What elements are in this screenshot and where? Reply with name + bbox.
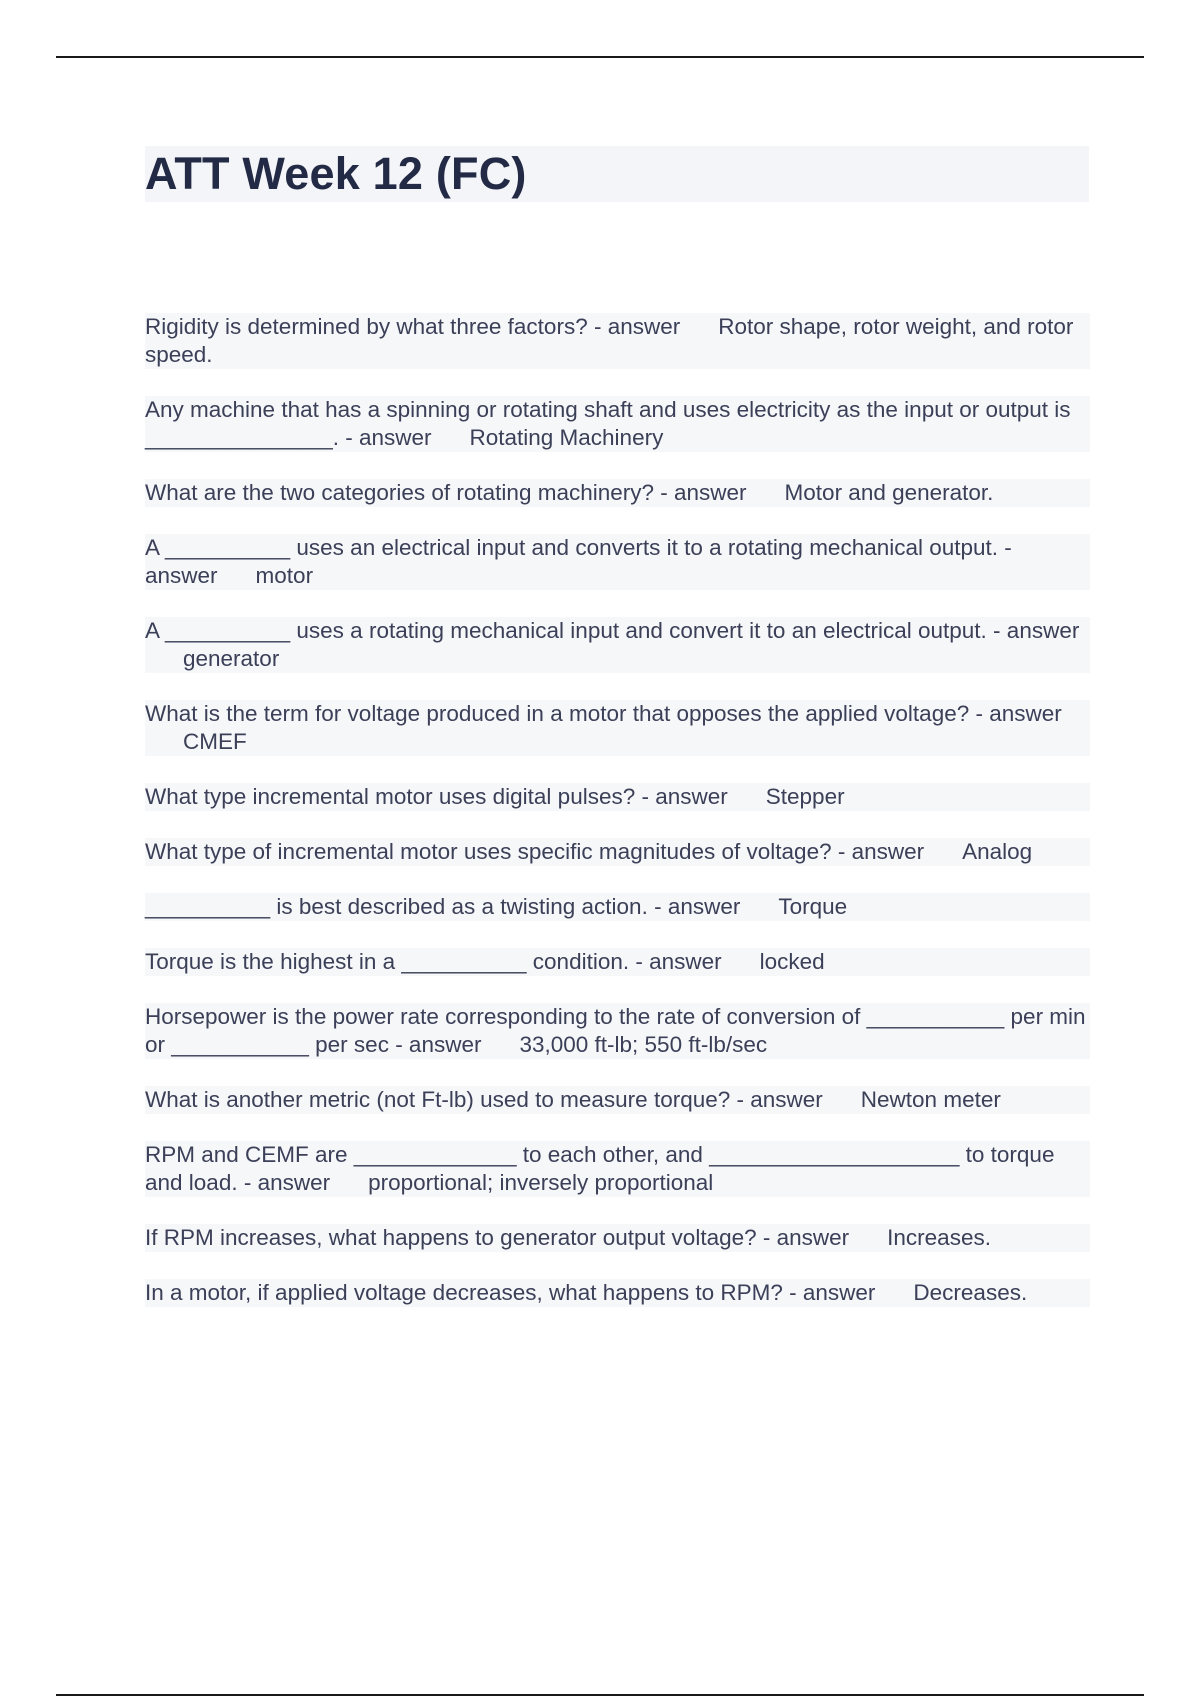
- qa-question: What are the two categories of rotating machinery? - answer: [145, 480, 747, 505]
- qa-answer: Decreases.: [913, 1280, 1028, 1305]
- qa-answer: Stepper: [765, 784, 845, 809]
- qa-answer: Rotor shape, rotor weight, and rotor speed.: [145, 314, 1074, 367]
- qa-question: A __________ uses an electrical input and converts it to a rotating mechanical output. - answer: [145, 535, 1012, 588]
- qa-question: Torque is the highest in a __________ condition. - answer: [145, 949, 722, 974]
- qa-answer: CMEF: [183, 729, 247, 754]
- qa-question: What type of incremental motor uses specific magnitudes of voltage? - answer: [145, 839, 925, 864]
- qa-item: [145, 783, 1090, 811]
- qa-item: [145, 479, 1090, 507]
- qa-answer: generator: [183, 646, 280, 671]
- qa-answer: Increases.: [887, 1225, 991, 1250]
- qa-question: What type incremental motor uses digital pulses? - answer: [145, 784, 728, 809]
- qa-item: [145, 893, 1090, 921]
- qa-list: [145, 313, 1090, 1334]
- qa-item: [145, 1224, 1090, 1252]
- qa-item: [145, 534, 1090, 590]
- qa-answer: motor: [255, 563, 314, 588]
- qa-question: What is the term for voltage produced in a motor that opposes the applied voltage? - answer: [145, 701, 1062, 726]
- top-rule: [56, 56, 1144, 58]
- qa-item: [145, 1279, 1090, 1307]
- qa-question: __________ is best described as a twisting action. - answer: [145, 894, 741, 919]
- qa-answer: Newton meter: [860, 1087, 1001, 1112]
- qa-answer: 33,000 ft-lb; 550 ft-lb/sec: [519, 1032, 768, 1057]
- qa-question: A __________ uses a rotating mechanical input and convert it to an electrical output. - answer: [145, 618, 1080, 643]
- qa-question: RPM and CEMF are _____________ to each other, and ____________________ to torque and load. - answer: [145, 1142, 1055, 1195]
- qa-answer: locked: [759, 949, 825, 974]
- qa-item: [145, 1003, 1090, 1059]
- qa-item: [145, 313, 1090, 369]
- qa-item: [145, 396, 1090, 452]
- qa-item: [145, 838, 1090, 866]
- qa-answer: Analog: [962, 839, 1033, 864]
- qa-question: If RPM increases, what happens to generator output voltage? - answer: [145, 1225, 850, 1250]
- document-title: ATT Week 12 (FC): [145, 148, 527, 199]
- qa-item: [145, 1086, 1090, 1114]
- qa-item: [145, 1141, 1090, 1197]
- qa-item: [145, 948, 1090, 976]
- qa-answer: Torque: [778, 894, 848, 919]
- bottom-rule: [56, 1694, 1144, 1696]
- qa-question: Rigidity is determined by what three factors? - answer: [145, 314, 681, 339]
- qa-question: Horsepower is the power rate corresponding to the rate of conversion of ___________ per min or ___________ per sec - answer: [145, 1004, 1086, 1057]
- qa-item: [145, 700, 1090, 756]
- qa-question: In a motor, if applied voltage decreases, what happens to RPM? - answer: [145, 1280, 876, 1305]
- qa-question: What is another metric (not Ft-lb) used to measure torque? - answer: [145, 1087, 823, 1112]
- qa-question: Any machine that has a spinning or rotating shaft and uses electricity as the input or output is _______________. - answer: [145, 397, 1071, 450]
- qa-item: [145, 617, 1090, 673]
- qa-answer: Rotating Machinery: [469, 425, 664, 450]
- qa-answer: Motor and generator.: [784, 480, 994, 505]
- qa-answer: proportional; inversely proportional: [368, 1170, 714, 1195]
